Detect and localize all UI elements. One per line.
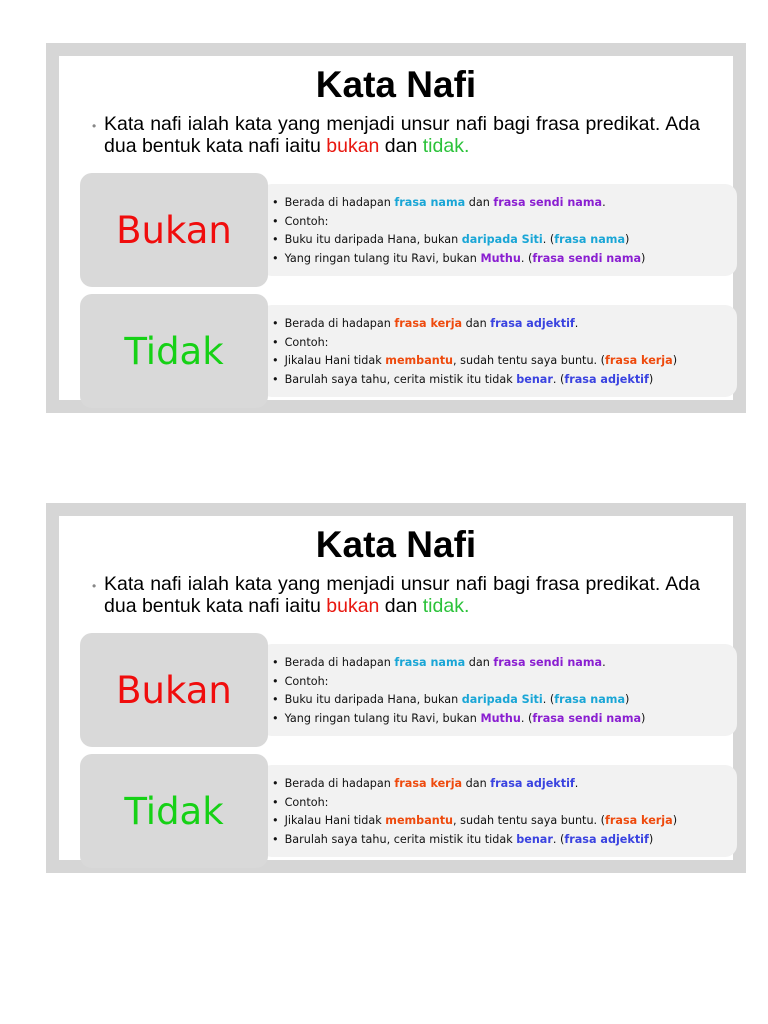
text: ) — [672, 354, 678, 367]
slide-content — [59, 516, 733, 860]
text: Berada di hadapan — [284, 317, 395, 330]
text: Berada di hadapan — [284, 656, 395, 669]
bukan-label: Bukan — [80, 633, 268, 747]
text: Yang ringan tulang itu Ravi, bukan — [284, 251, 481, 265]
keyword-bukan: bukan — [326, 595, 380, 617]
text: . ( — [542, 693, 555, 706]
text: ) — [672, 814, 678, 827]
text: dan — [462, 317, 491, 330]
frasa-sendi-nama-text: frasa sendi nama — [493, 196, 603, 209]
intro-period: . — [463, 135, 470, 157]
bukan-label: Bukan — [80, 173, 268, 287]
list-item — [272, 371, 677, 390]
bullet-icon: • — [92, 119, 97, 133]
frasa-adjektif-text: frasa adjektif — [564, 832, 649, 846]
slide-content — [59, 56, 733, 400]
list-item: • Contoh: — [272, 794, 677, 813]
intro-text — [92, 573, 700, 617]
frasa-sendi-nama-text: frasa sendi nama — [493, 656, 603, 669]
list-item — [272, 250, 645, 269]
list-item — [272, 812, 677, 831]
intro-text-part: Kata nafi ialah kata yang menjadi unsur nafi bagi frasa predikat. Ada dua bentuk kata nafi iaitu — [104, 573, 700, 617]
tidak-label: Tidak — [80, 754, 268, 868]
text: , sudah tentu saya buntu. ( — [453, 354, 606, 367]
highlight-text: daripada Siti — [461, 233, 543, 246]
intro-period: . — [463, 595, 470, 617]
list-item — [272, 654, 645, 673]
list-item — [272, 710, 645, 729]
intro-dan: dan — [379, 595, 423, 617]
tidak-row — [80, 294, 737, 408]
frasa-sendi-nama-text: frasa sendi nama — [532, 711, 642, 725]
text: . ( — [520, 711, 533, 725]
bukan-list — [272, 654, 645, 728]
frasa-adjektif-text: frasa adjektif — [490, 317, 575, 330]
frasa-kerja-text: frasa kerja — [394, 317, 463, 330]
text: . — [574, 317, 579, 330]
intro-dan: dan — [379, 135, 423, 157]
highlight-text: benar — [516, 372, 553, 386]
highlight-text: membantu — [385, 814, 454, 827]
text: . ( — [552, 832, 565, 846]
list-item — [272, 352, 677, 371]
list-item — [272, 831, 677, 850]
intro-text-part: Kata nafi ialah kata yang menjadi unsur nafi bagi frasa predikat. Ada dua bentuk kata nafi iaitu — [104, 113, 700, 157]
slide-1 — [46, 43, 746, 413]
highlight-text: benar — [516, 832, 553, 846]
bukan-content — [260, 644, 737, 736]
list-item — [272, 691, 645, 710]
text: dan — [465, 196, 494, 209]
text: . ( — [552, 372, 565, 386]
list-item: • Contoh: — [272, 334, 677, 353]
keyword-bukan: bukan — [326, 135, 380, 157]
text: ) — [641, 251, 646, 265]
text: dan — [465, 656, 494, 669]
frasa-kerja-text: frasa kerja — [394, 777, 463, 790]
frasa-nama-text: frasa nama — [554, 233, 625, 246]
frasa-nama-text: frasa nama — [394, 196, 466, 209]
text: . — [574, 777, 579, 790]
text: ) — [625, 233, 630, 246]
text: Berada di hadapan — [284, 777, 395, 790]
list-item: • Contoh: — [272, 673, 645, 692]
bukan-row — [80, 173, 737, 287]
frasa-sendi-nama-text: frasa sendi nama — [532, 251, 642, 265]
text: . — [602, 656, 606, 669]
frasa-nama-text: frasa nama — [394, 656, 466, 669]
tidak-content — [260, 765, 737, 857]
bukan-row — [80, 633, 737, 747]
text: Barulah saya tahu, cerita mistik itu tidak — [284, 372, 517, 386]
text: ) — [648, 832, 654, 846]
list-item: • Contoh: — [272, 213, 645, 232]
text: Berada di hadapan — [284, 196, 395, 209]
slide-title: Kata Nafi — [315, 64, 477, 105]
text: . — [602, 196, 606, 209]
highlight-text: Muthu — [480, 711, 521, 725]
frasa-kerja-text: frasa kerja — [605, 814, 673, 827]
bullet-icon: • — [92, 579, 97, 593]
text: . ( — [542, 233, 555, 246]
text: ) — [625, 693, 630, 706]
frasa-adjektif-text: frasa adjektif — [490, 777, 575, 790]
tidak-list — [272, 775, 677, 849]
list-item — [272, 231, 645, 250]
tidak-content — [260, 305, 737, 397]
frasa-kerja-text: frasa kerja — [605, 354, 673, 367]
keyword-tidak: tidak — [422, 595, 464, 617]
frasa-adjektif-text: frasa adjektif — [564, 372, 649, 386]
list-item — [272, 775, 677, 794]
slide-2 — [46, 503, 746, 873]
text: Yang ringan tulang itu Ravi, bukan — [284, 711, 481, 725]
text: ) — [648, 372, 654, 386]
text: Jikalau Hani tidak — [284, 814, 386, 827]
text: , sudah tentu saya buntu. ( — [453, 814, 606, 827]
bukan-content — [260, 184, 737, 276]
tidak-label: Tidak — [80, 294, 268, 408]
slide-title: Kata Nafi — [315, 524, 477, 565]
tidak-row — [80, 754, 737, 868]
tidak-list — [272, 315, 677, 389]
text: dan — [462, 777, 491, 790]
text: Barulah saya tahu, cerita mistik itu tidak — [284, 832, 517, 846]
frasa-nama-text: frasa nama — [554, 693, 625, 706]
intro-text — [92, 113, 700, 157]
highlight-text: Muthu — [480, 251, 521, 265]
list-item — [272, 315, 677, 334]
highlight-text: membantu — [385, 354, 454, 367]
text: ) — [641, 711, 646, 725]
keyword-tidak: tidak — [422, 135, 464, 157]
list-item — [272, 194, 645, 213]
text: . ( — [520, 251, 533, 265]
bukan-list — [272, 194, 645, 268]
highlight-text: daripada Siti — [461, 693, 543, 706]
text: Buku itu daripada Hana, bukan — [284, 693, 462, 706]
text: Jikalau Hani tidak — [284, 354, 386, 367]
text: Buku itu daripada Hana, bukan — [284, 233, 462, 246]
